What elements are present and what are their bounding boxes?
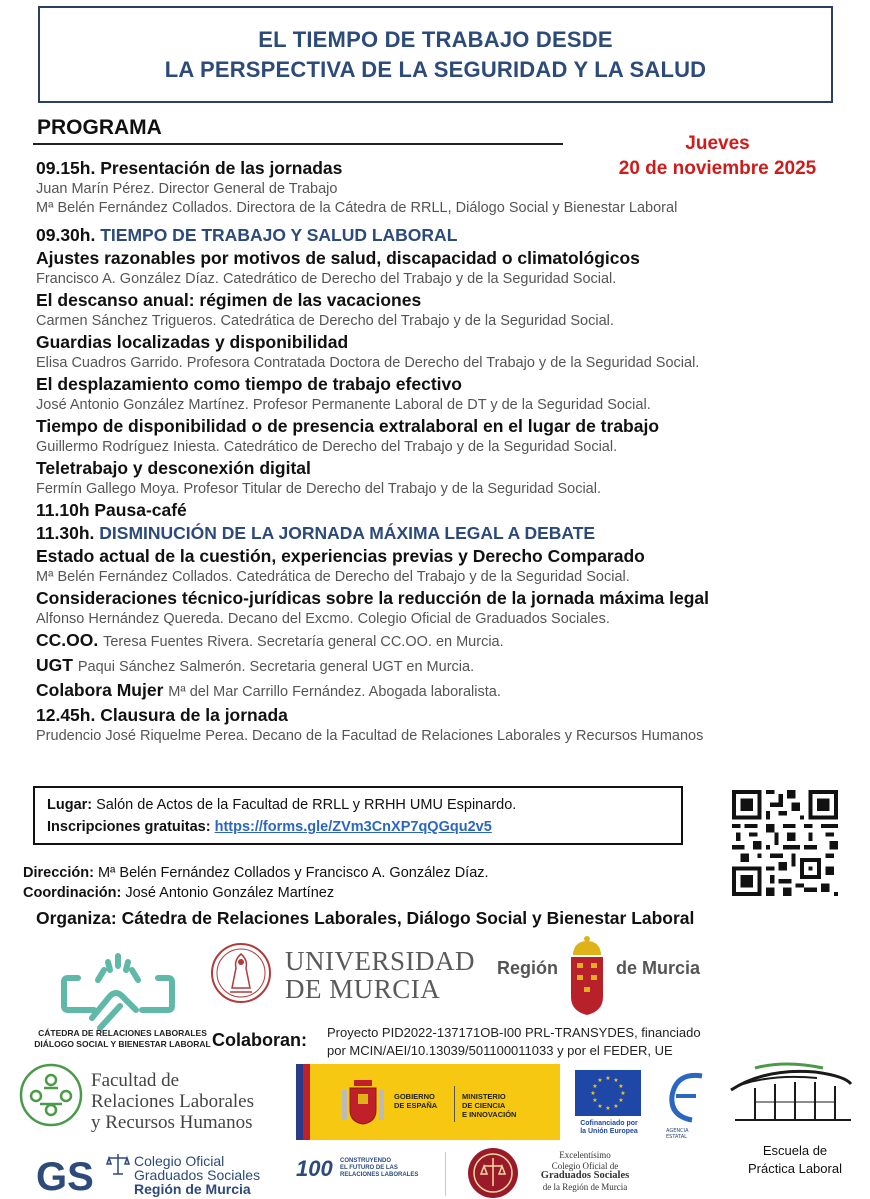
- government-line-2: DE ESPAÑA: [394, 1101, 438, 1110]
- region-shield-icon: [565, 935, 609, 1017]
- university-name: [285, 947, 475, 1003]
- talk-title: Ajustes razonables por motivos de salud, discapacidad o climatológicos: [36, 248, 640, 268]
- direction-label: Dirección:: [23, 865, 94, 881]
- school-building-icon: [725, 1062, 855, 1124]
- talk: [36, 457, 836, 499]
- seal-line-4: de la Región de Murcia: [542, 1181, 628, 1192]
- scales-icon: [106, 1152, 130, 1176]
- svg-text:★: ★: [597, 1103, 603, 1110]
- coordination-line: [23, 883, 489, 903]
- gs-line-2: Graduados Sociales: [134, 1167, 261, 1183]
- block-time: 09.30h.: [36, 225, 96, 245]
- region-text-left: Región: [497, 958, 558, 978]
- talk-speaker: Carmen Sánchez Trigueros. Catedrática de Derecho del Trabajo y de la Seguridad Social.: [36, 313, 614, 329]
- catedra-line-2: DIÁLOGO SOCIAL Y BIENESTAR LABORAL: [34, 1039, 211, 1049]
- faculty-logo-icon: [18, 1062, 84, 1128]
- gs-line-3: Región de Murcia: [134, 1181, 251, 1197]
- colabora-label: Colabora Mujer: [36, 680, 164, 700]
- colegio-seal-icon: [466, 1146, 520, 1199]
- svg-text:★: ★: [592, 1097, 598, 1104]
- title-line-1: EL TIEMPO DE TRABAJO DESDE: [258, 26, 613, 52]
- venue-value: Salón de Actos de la Facultad de RRLL y RRHH UMU Espinardo.: [96, 797, 517, 813]
- session-presentacion: [36, 157, 836, 218]
- union-speaker: Teresa Fuentes Rivera. Secretaría general CC.OO. en Murcia.: [103, 634, 504, 650]
- title-line-2: LA PERSPECTIVA DE LA SEGURIDAD Y LA SALUD: [164, 56, 707, 82]
- talk-speaker: Francisco A. González Díaz. Catedrático de Derecho del Trabajo y de la Seguridad Social.: [36, 271, 617, 287]
- talk: [36, 587, 836, 629]
- event-full-date: 20 de noviembre 2025: [618, 158, 817, 179]
- eu-cofunded-text: [570, 1120, 648, 1136]
- coordination-label: Coordinación:: [23, 885, 122, 901]
- clausura: [36, 704, 836, 746]
- block-title: DISMINUCIÓN DE LA JORNADA MÁXIMA LEGAL A DEBATE: [99, 523, 596, 543]
- talk-speaker: José Antonio González Martínez. Profesor Permanente Laboral de DT y de la Seguridad Social.: [36, 397, 651, 413]
- talk: [36, 331, 836, 373]
- hundred-line-3: RELACIONES LABORALES: [340, 1172, 419, 1178]
- talk: [36, 373, 836, 415]
- programa-heading: PROGRAMA: [37, 116, 162, 139]
- project-text: [327, 1024, 701, 1060]
- colabora-speaker: Mª del Mar Carrillo Fernández. Abogada laboralista.: [168, 684, 501, 700]
- svg-text:★: ★: [605, 1075, 611, 1082]
- block-heading-salud: [36, 224, 836, 247]
- hundred-years-logo: 100: [296, 1156, 333, 1181]
- seal-line-1: Excelentísimo: [559, 1150, 611, 1160]
- faculty-line-3: y Recursos Humanos: [91, 1112, 253, 1133]
- university-line-1: UNIVERSIDAD: [285, 946, 475, 976]
- svg-text:ESTATAL: ESTATAL: [666, 1134, 687, 1140]
- organizer-line: Organiza: Cátedra de Relaciones Laborales, Diálogo Social y Bienestar Laboral: [36, 908, 695, 928]
- svg-text:★: ★: [592, 1083, 598, 1090]
- talk-title: Guardias localizadas y disponibilidad: [36, 332, 349, 352]
- university-seal-icon: [210, 942, 272, 1004]
- svg-text:★: ★: [618, 1083, 624, 1090]
- region-text-right: de Murcia: [616, 958, 701, 978]
- faculty-name: [91, 1070, 254, 1133]
- seal-line-2: Colegio Oficial de: [551, 1160, 619, 1171]
- direction-line: [23, 863, 489, 883]
- logo-divider: [445, 1152, 446, 1196]
- svg-text:★: ★: [613, 1077, 619, 1084]
- talk-title: Tiempo de disponibilidad o de presencia extralaboral en el lugar de trabajo: [36, 416, 660, 436]
- ministry-line-3: E INNOVACIÓN: [462, 1110, 517, 1119]
- colabora-mujer: [36, 679, 836, 704]
- hundred-line-2: EL FUTURO DE LAS: [340, 1165, 398, 1171]
- spain-flag-icon: [296, 1064, 318, 1140]
- coordination-value: José Antonio González Martínez: [125, 885, 335, 901]
- talk: [36, 415, 836, 457]
- coffee-break: 11.10h Pausa-café: [36, 500, 187, 520]
- block-time: 11.30h.: [36, 523, 95, 543]
- speaker: Juan Marín Pérez. Director General de Trabajo: [36, 181, 338, 197]
- talk: [36, 545, 836, 587]
- union-ugt: [36, 654, 836, 679]
- school-name: [740, 1142, 850, 1178]
- talk-title: Consideraciones técnico-jurídicas sobre la reducción de la jornada máxima legal: [36, 588, 710, 608]
- eu-flag-icon: [575, 1070, 641, 1116]
- government-divider: [454, 1086, 455, 1122]
- school-line-2: Práctica Laboral: [748, 1161, 842, 1176]
- talk-speaker: Fermín Gallego Moya. Profesor Titular de Derecho del Trabajo y de la Seguridad Social.: [36, 481, 601, 497]
- school-line-1: Escuela de: [762, 1143, 828, 1158]
- graduados-sociales-logo-icon: [36, 1152, 104, 1196]
- graduados-sociales-name: [134, 1154, 260, 1196]
- project-line-2: por MCIN/AEI/10.13039/501100011033 y por el FEDER, UE: [327, 1043, 673, 1058]
- ministry-line-2: DE CIENCIA: [462, 1101, 506, 1110]
- qr-code-icon[interactable]: [732, 790, 838, 896]
- svg-text:★: ★: [597, 1077, 603, 1084]
- registration-label: Inscripciones gratuitas:: [47, 819, 211, 835]
- session-heading: 09.15h. Presentación de las jornadas: [36, 158, 343, 178]
- gs-line-1: Colegio Oficial: [134, 1153, 225, 1169]
- talk: [36, 247, 836, 289]
- clausura-title: 12.45h. Clausura de la jornada: [36, 705, 288, 725]
- svg-text:★: ★: [618, 1097, 624, 1104]
- svg-text:★: ★: [605, 1105, 611, 1112]
- talk-speaker: Elisa Cuadros Garrido. Profesora Contratada Doctora de Derecho del Trabajo y de la Seguridad Social.: [36, 355, 700, 371]
- direction-value: Mª Belén Fernández Collados y Francisco A. González Díaz.: [97, 865, 489, 881]
- clausura-speaker: Prudencio José Riquelme Perea. Decano de la Facultad de Relaciones Laborales y Recursos Humanos: [36, 728, 704, 744]
- spain-coat-of-arms-icon: [340, 1076, 386, 1128]
- union-speaker: Paqui Sánchez Salmerón. Secretaria general UGT en Murcia.: [77, 659, 475, 675]
- faculty-line-1: Facultad de: [91, 1070, 180, 1091]
- program-list: [36, 157, 836, 746]
- ministry-line-1: MINISTERIO: [462, 1092, 506, 1101]
- credits: [23, 863, 489, 903]
- union-ccoo: [36, 629, 836, 654]
- speaker: Mª Belén Fernández Collados. Directora de la Cátedra de RRLL, Diálogo Social y Bienestar Laboral: [36, 200, 678, 216]
- talk-title: Teletrabajo y desconexión digital: [36, 458, 311, 478]
- eu-line-1: Cofinanciado por: [580, 1120, 638, 1127]
- seal-line-3: Graduados Sociales: [540, 1170, 630, 1181]
- registration-line: [47, 816, 681, 838]
- talk-title: Estado actual de la cuestión, experiencias previas y Derecho Comparado: [36, 546, 645, 566]
- venue-line: [47, 794, 681, 816]
- union-label: UGT: [36, 655, 73, 675]
- colaboran-label: Colaboran:: [212, 1030, 308, 1050]
- event-day: Jueves: [685, 133, 750, 154]
- svg-text:★: ★: [620, 1090, 626, 1097]
- talk: [36, 289, 836, 331]
- hundred-years-text: [340, 1158, 418, 1179]
- research-agency-logo-icon: [662, 1066, 708, 1140]
- svg-text:★: ★: [613, 1103, 619, 1110]
- svg-text:★: ★: [590, 1090, 596, 1097]
- faculty-line-2: Relaciones Laborales: [91, 1091, 255, 1112]
- government-line-1: GOBIERNO: [394, 1092, 435, 1101]
- talk-speaker: Mª Belén Fernández Collados. Catedrática de Derecho del Trabajo y de la Seguridad Social.: [36, 569, 630, 585]
- registration-link[interactable]: https://forms.gle/ZVm3CnXP7qQGqu2v5: [214, 819, 492, 835]
- venue-box: [33, 786, 683, 845]
- union-label: CC.OO.: [36, 630, 99, 650]
- talk-title: El descanso anual: régimen de las vacaciones: [36, 290, 422, 310]
- talk-speaker: Alfonso Hernández Quereda. Decano del Excmo. Colegio Oficial de Graduados Sociales.: [36, 611, 610, 627]
- programa-rule: [33, 143, 563, 145]
- ministry-text: [462, 1092, 516, 1119]
- university-line-2: DE MURCIA: [285, 974, 441, 1004]
- svg-text:GS: GS: [36, 1155, 94, 1196]
- hundred-line-1: CONSTRUYENDO: [340, 1158, 392, 1164]
- government-text: [394, 1092, 437, 1110]
- catedra-logo-text: [30, 1028, 215, 1050]
- block-heading-jornada: [36, 522, 836, 545]
- venue-label: Lugar:: [47, 797, 93, 813]
- government-logo: [296, 1064, 560, 1140]
- talk-speaker: Guillermo Rodríguez Iniesta. Catedrático de Derecho del Trabajo y de la Seguridad Social.: [36, 439, 618, 455]
- svg-text:AGENCIA: AGENCIA: [666, 1128, 689, 1134]
- catedra-line-1: CÁTEDRA DE RELACIONES LABORALES: [38, 1028, 207, 1038]
- colegio-name: [530, 1150, 640, 1192]
- title-box: [38, 6, 833, 103]
- talk-title: El desplazamiento como tiempo de trabajo efectivo: [36, 374, 462, 394]
- project-line-1: Proyecto PID2022-137171OB-I00 PRL-TRANSYDES, financiado: [327, 1025, 701, 1040]
- eu-line-2: la Unión Europea: [580, 1128, 638, 1135]
- block-title: TIEMPO DE TRABAJO Y SALUD LABORAL: [100, 225, 458, 245]
